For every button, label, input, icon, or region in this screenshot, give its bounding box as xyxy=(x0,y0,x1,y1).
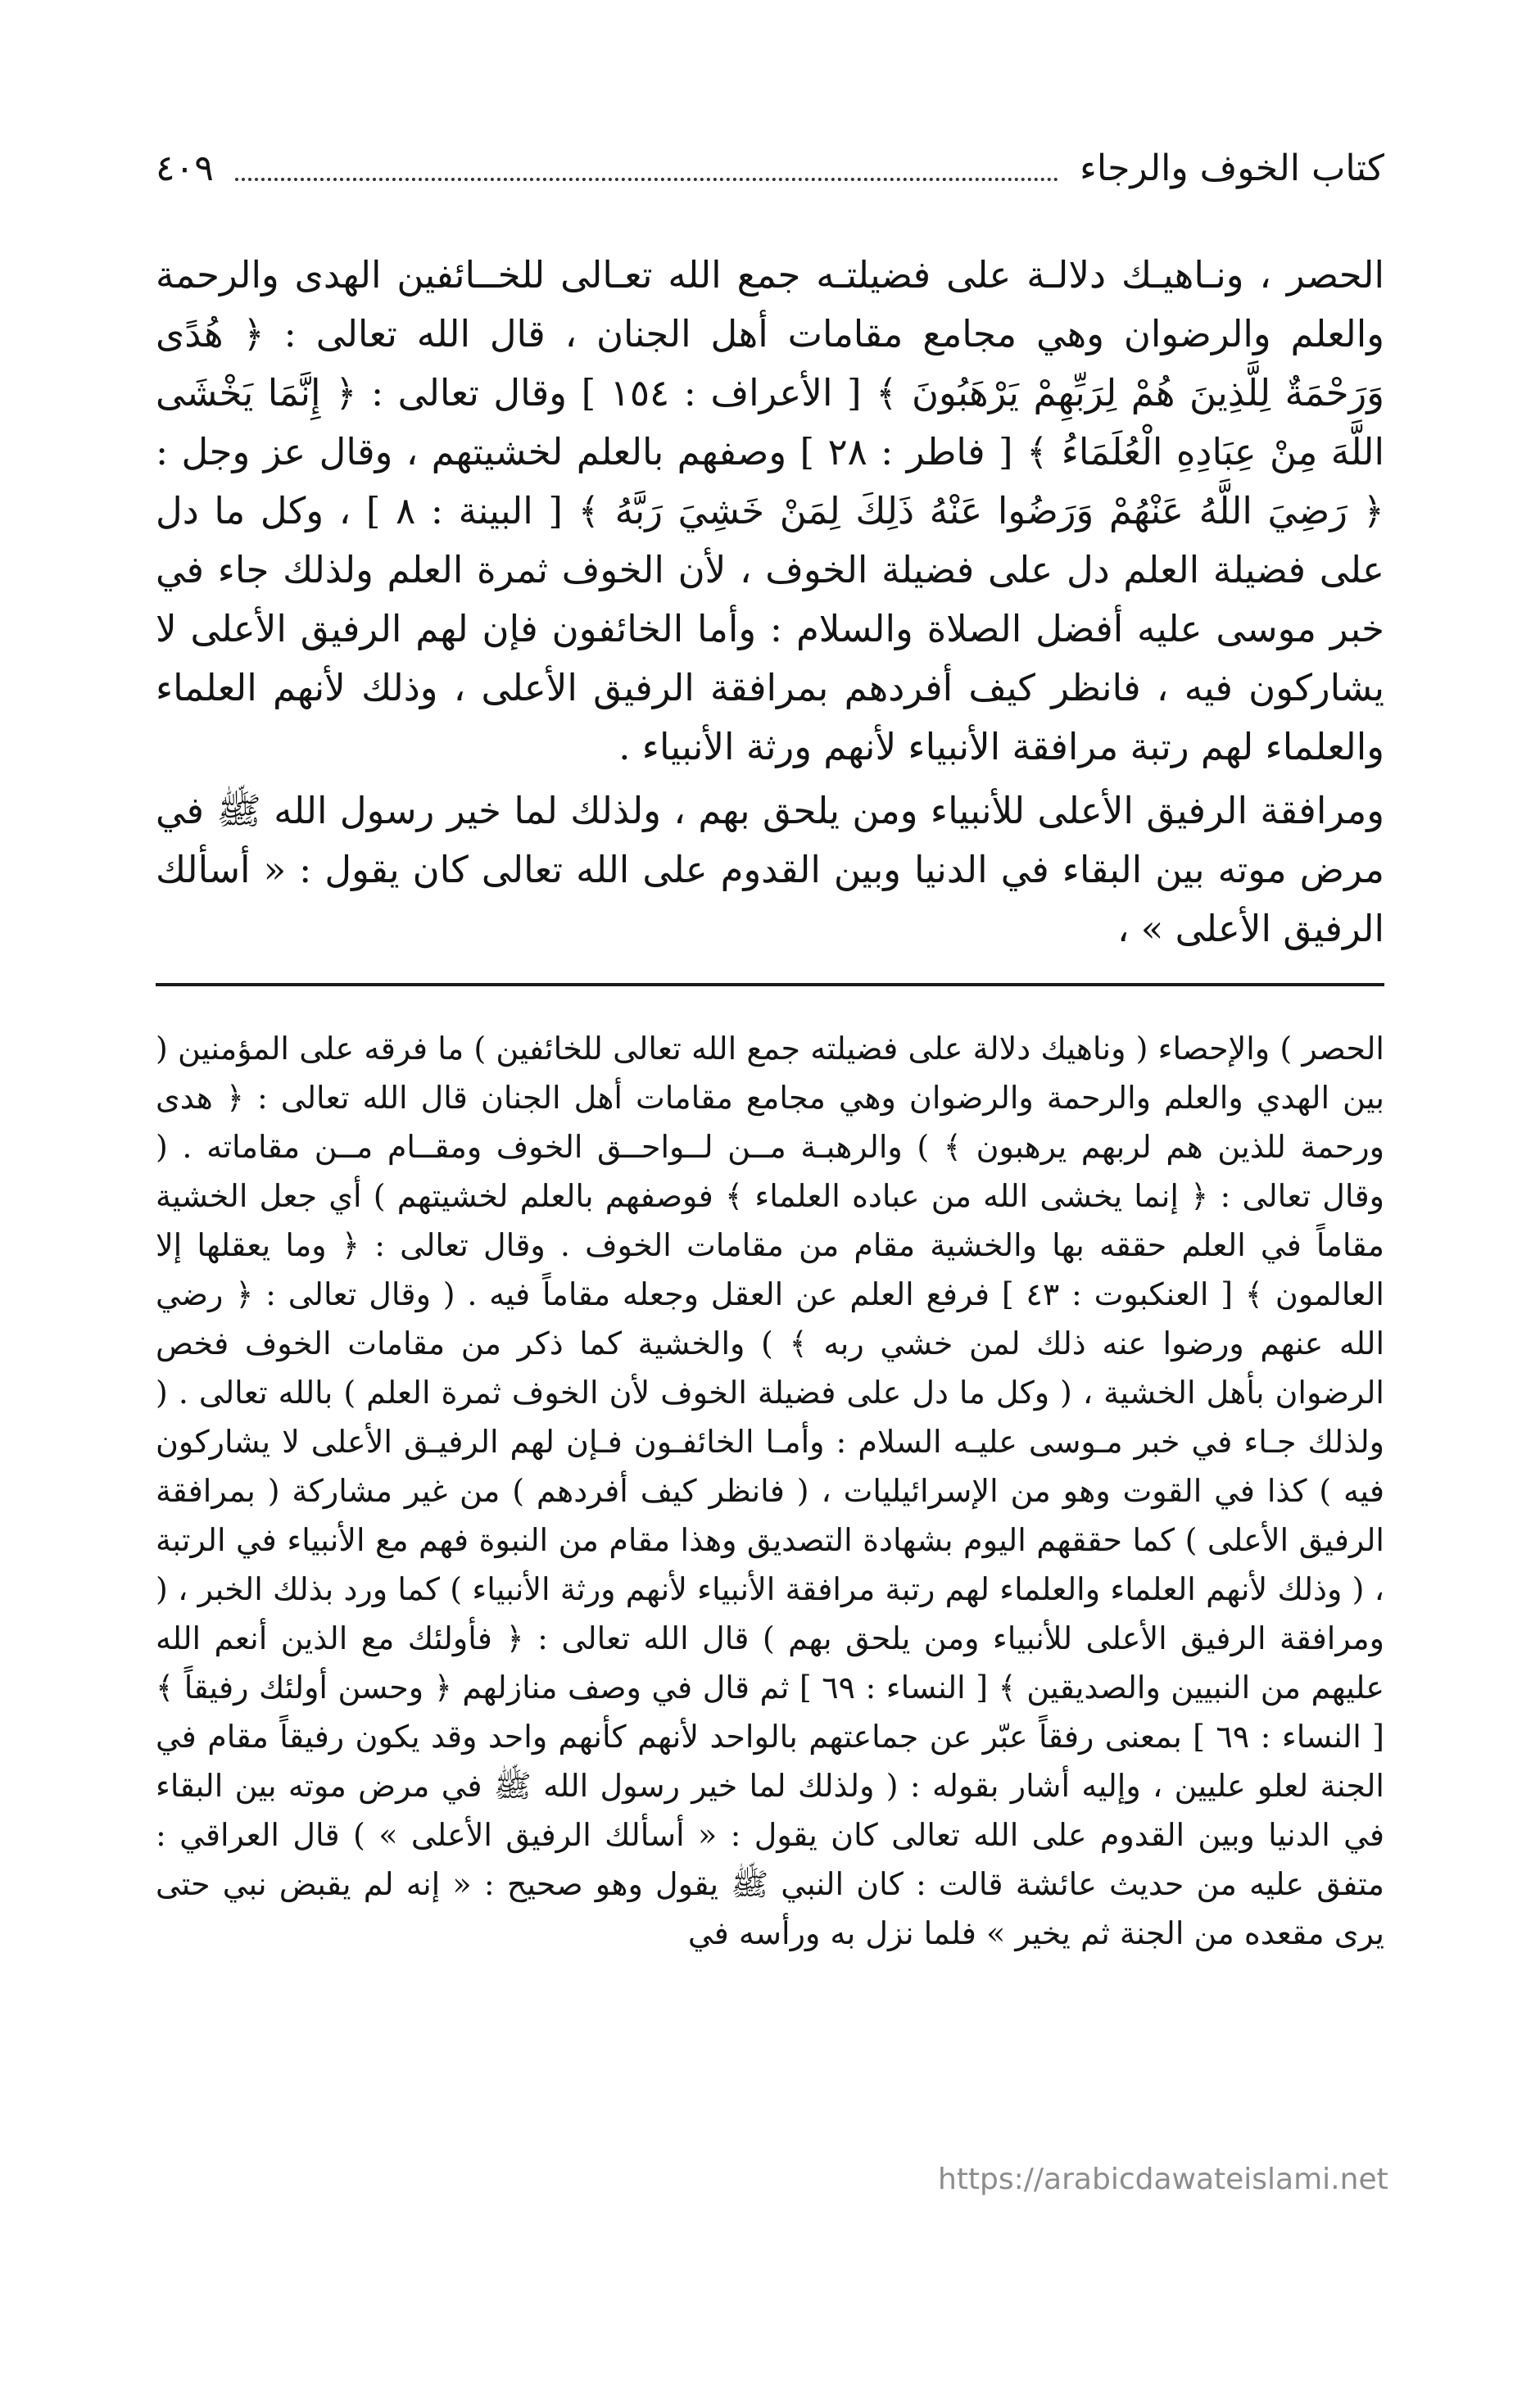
commentary-text xyxy=(156,1024,1384,1958)
footnote-divider xyxy=(156,983,1384,986)
header-dot-leader xyxy=(235,178,1058,181)
running-header xyxy=(156,139,1384,197)
main-paragraph: الحصر ، ونـاهيـك دلالـة على فضيلتـه جمع الله تعـالى للخــائفين الهدى والرحمة والعلم والرضوان وهي مجامع مقامات أهل الجنان ، قال الله تعالى : ﴿ هُدًى وَرَحْمَةٌ لِلَّذِينَ هُمْ لِرَبِّهِمْ يَرْهَبُونَ ﴾ [ الأعراف : ١٥٤ ] وقال تعالى : ﴿ إِنَّمَا يَخْشَى اللَّهَ مِنْ عِبَادِهِ الْعُلَمَاءُ ﴾ [ فاطر : ٢٨ ] وصفهم بالعلم لخشيتهم ، وقال عز وجل : ﴿ رَضِيَ اللَّهُ عَنْهُمْ وَرَضُوا عَنْهُ ذَلِكَ لِمَنْ خَشِيَ رَبَّهُ ﴾ [ البينة : ٨ ] ، وكل ما دل على فضيلة العلم دل على فضيلة الخوف ، لأن الخوف ثمرة العلم ولذلك جاء في خبر موسى عليه أفضل الصلاة والسلام : وأما الخائفون فإن لهم الرفيق الأعلى لا يشاركون فيه ، فانظر كيف أفردهم بمرافقة الرفيق الأعلى ، وذلك لأنهم العلماء والعلماء لهم رتبة مرافقة الأنبياء لأنهم ورثة الأنبياء . xyxy=(156,253,1384,768)
watermark: https://arabicdawateislami.net xyxy=(938,2163,1388,2196)
chapter-title: كتاب الخوف والرجاء xyxy=(1080,147,1384,189)
page-number: ٤٠٩ xyxy=(156,147,214,189)
main-paragraph: ومرافقة الرفيق الأعلى للأنبياء ومن يلحق بهم ، ولذلك لما خير رسول الله ﷺ في مرض موته بين البقاء في الدنيا وبين القدوم على الله تعالى كان يقول : « أسألك الرفيق الأعلى » ، xyxy=(156,789,1384,950)
main-text xyxy=(156,246,1384,958)
commentary-paragraph: الحصر ) والإحصاء ( وناهيك دلالة على فضيلته جمع الله تعالى للخائفين ) ما فرقه على المؤمنين ( بين الهدي والعلم والرحمة والرضوان وهي مجامع مقامات أهل الجنان قال الله تعالى : ﴿ هدى ورحمة للذين هم لربهم يرهبون ﴾ ) والرهبـة مــن لــواحــق الخوف ومقــام مــن مقاماته . ( وقال تعالى : ﴿ إنما يخشى الله من عباده العلماء ﴾ فوصفهم بالعلم لخشيتهم ) أي جعل الخشية مقاماً في العلم حققه بها والخشية مقام من مقامات الخوف . وقال تعالى : ﴿ وما يعقلها إلا العالمون ﴾ [ العنكبوت : ٤٣ ] فرفع العلم عن العقل وجعله مقاماً فيه . ( وقال تعالى : ﴿ رضي الله عنهم ورضوا عنه ذلك لمن خشي ربه ﴾ ) والخشية كما ذكر من مقامات الخوف فخص الرضوان بأهل الخشية ، ( وكل ما دل على فضيلة الخوف لأن الخوف ثمرة العلم ) بالله تعالى . ( ولذلك جـاء في خبر مـوسى عليـه السلام : وأمـا الخائفـون فـإن لهم الرفيـق الأعلى لا يشاركون فيه ) كذا في القوت وهو من الإسرائيليات ، ( فانظر كيف أفردهم ) من غير مشاركة ( بمرافقة الرفيق الأعلى ) كما حققهم اليوم بشهادة التصديق وهذا مقام من النبوة فهم مع الأنبياء في الرتبة ، ( وذلك لأنهم العلماء والعلماء لهم رتبة مرافقة الأنبياء لأنهم ورثة الأنبياء ) كما ورد بذلك الخبر ، ( ومرافقة الرفيق الأعلى للأنبياء ومن يلحق بهم ) قال الله تعالى : ﴿ فأولئك مع الذين أنعم الله عليهم من النبيين والصديقين ﴾ [ النساء : ٦٩ ] ثم قال في وصف منازلهم ﴿ وحسن أولئك رفيقاً ﴾ [ النساء : ٦٩ ] بمعنى رفقاً عبّر عن جماعتهم بالواحد لأنهم كأنهم واحد وقد يكون رفيقاً مقام في الجنة لعلو عليين ، وإليه أشار بقوله : ( ولذلك لما خير رسول الله ﷺ في مرض موته بين البقاء في الدنيا وبين القدوم على الله تعالى كان يقول : « أسألك الرفيق الأعلى » ) قال العراقي : متفق عليه من حديث عائشة قالت : كان النبي ﷺ يقول وهو صحيح : « إنه لم يقبض نبي حتى يرى مقعده من الجنة ثم يخير » فلما نزل به ورأسه في xyxy=(156,1031,1384,1951)
